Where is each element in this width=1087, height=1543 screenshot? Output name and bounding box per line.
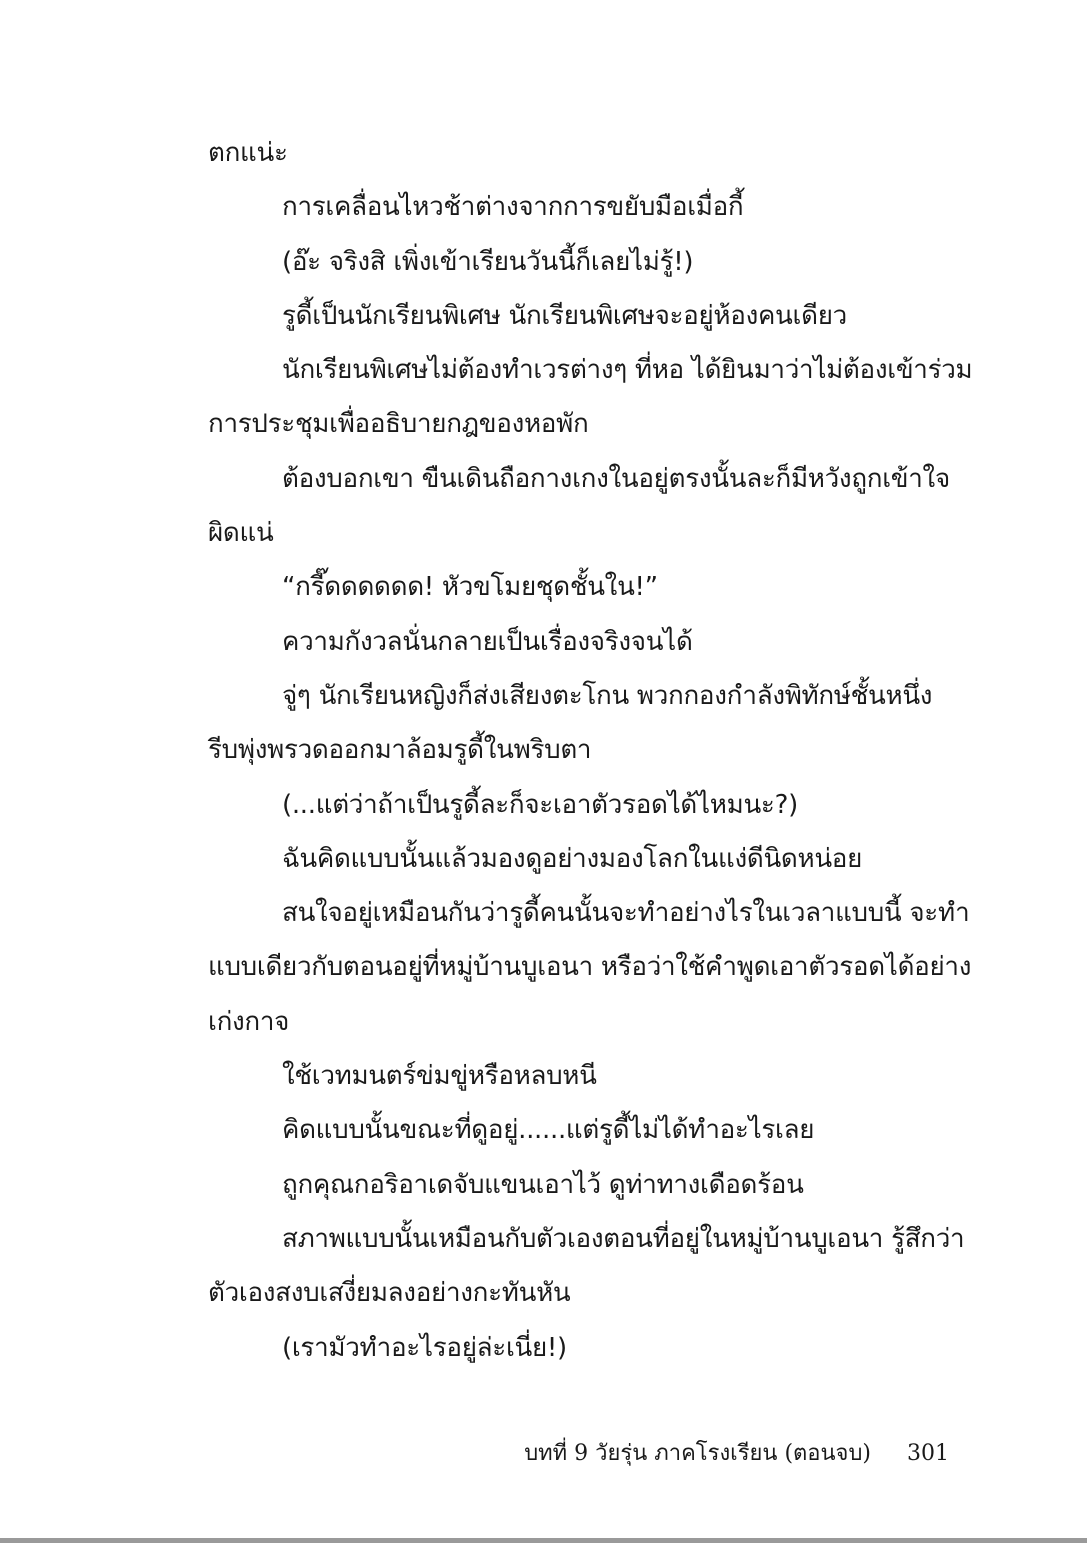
text-line: สนใจอยู่เหมือนกันว่ารูดี้คนนั้นจะทำอย่างไรในเวลาแบบนี้ จะทำ [282, 898, 970, 929]
text-line: ตกแน่ะ [208, 138, 288, 168]
page-number: 301 [907, 1441, 949, 1466]
text-line: ตัวเองสงบเสงี่ยมลงอย่างกะทันหัน [208, 1278, 571, 1309]
text-line: ใช้เวทมนตร์ข่มขู่หรือหลบหนี [282, 1061, 597, 1092]
text-line: “กรี๊ดดดดดด! หัวขโมยชุดชั้นใน!” [282, 572, 658, 603]
chapter-title: บทที่ 9 วัยรุ่น ภาคโรงเรียน (ตอนจบ) [524, 1441, 871, 1466]
text-line: สภาพแบบนั้นเหมือนกับตัวเองตอนที่อยู่ในหมู่บ้านบูเอนา รู้สึกว่า [282, 1223, 965, 1254]
text-line: (อ๊ะ จริงสิ เพิ่งเข้าเรียนวันนี้ก็เลยไม่รู้!) [282, 246, 694, 277]
text-line: เก่งกาจ [208, 1006, 290, 1037]
text-line: รูดี้เป็นนักเรียนพิเศษ นักเรียนพิเศษจะอยู่ห้องคนเดียว [282, 300, 847, 331]
text-line: การประชุมเพื่ออธิบายกฎของหอพัก [208, 409, 589, 440]
page-bottom-edge [0, 1538, 1087, 1543]
text-line: นักเรียนพิเศษไม่ต้องทำเวรต่างๆ ที่หอ ได้ยินมาว่าไม่ต้องเข้าร่วม [282, 355, 973, 386]
text-line: แบบเดียวกับตอนอยู่ที่หมู่บ้านบูเอนา หรือว่าใช้คำพูดเอาตัวรอดได้อย่าง [208, 952, 972, 983]
body-text [208, 126, 973, 1375]
text-line: ถูกคุณกอริอาเดจับแขนเอาไว้ ดูท่าทางเดือดร้อน [282, 1169, 804, 1200]
text-line: จู่ๆ นักเรียนหญิงก็ส่งเสียงตะโกน พวกกองกำลังพิทักษ์ชั้นหนึ่ง [282, 680, 933, 711]
text-line: (เรามัวทำอะไรอยู่ล่ะเนี่ย!) [282, 1332, 567, 1363]
text-line: การเคลื่อนไหวช้าต่างจากการขยับมือเมื่อกี้ [282, 192, 744, 223]
text-line: ความกังวลนั่นกลายเป็นเรื่องจริงจนได้ [282, 626, 693, 657]
text-line: รีบพุ่งพรวดออกมาล้อมรูดี้ในพริบตา [208, 735, 592, 766]
text-line: ต้องบอกเขา ขืนเดินถือกางเกงในอยู่ตรงนั้นละก็มีหวังถูกเข้าใจ [282, 463, 950, 494]
text-line: คิดแบบนั้นขณะที่ดูอยู่......แต่รูดี้ไม่ได้ทำอะไรเลย [282, 1115, 815, 1146]
text-line: ผิดแน่ [208, 518, 274, 549]
text-line: (...แต่ว่าถ้าเป็นรูดี้ละก็จะเอาตัวรอดได้ไหมนะ?) [282, 789, 798, 820]
text-line: ฉันคิดแบบนั้นแล้วมองดูอย่างมองโลกในแง่ดีนิดหน่อย [282, 843, 863, 874]
page-footer [524, 1434, 949, 1474]
